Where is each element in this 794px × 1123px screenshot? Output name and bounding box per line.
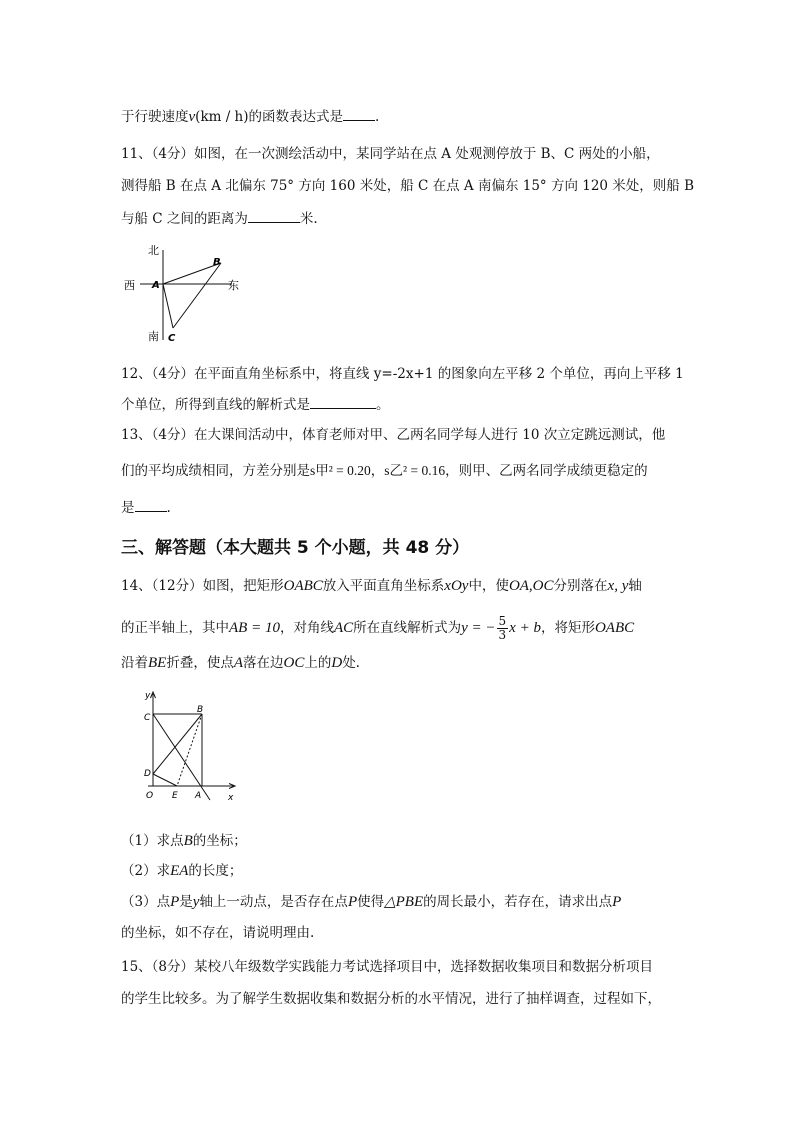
q14-part3: （3）点P是y轴上一动点，是否存在点P使得△PBE的周长最小，若存在，请求出点P: [121, 894, 622, 910]
q14-line3: 沿着BE折叠，使点A落在边OC上的D处.: [121, 655, 360, 671]
point-D: D: [144, 769, 151, 779]
point-C: C: [168, 333, 176, 344]
label-east: 东: [228, 279, 239, 292]
q13-line1: 13、（4分）在大课间活动中，体育老师对甲、乙两名同学每人进行 10 次立定跳远测试，他: [121, 427, 666, 443]
q11-figure: [120, 240, 250, 346]
label-west: 西: [124, 279, 135, 292]
section-heading: 三、解答题（本大题共 5 个小题，共 48 分）: [121, 538, 470, 558]
q14-line1: 14、（12分）如图，把矩形OABC放入平面直角坐标系xOy中，使OA,OC分别落在x, y轴: [121, 578, 642, 594]
fraction: $\frac{5}{3}$: [498, 614, 507, 642]
axis-x: x: [228, 793, 234, 803]
answer-blank: [248, 208, 300, 223]
axis-y: y: [145, 691, 151, 701]
q12-line1: 12、（4分）在平面直角坐标系中，将直线 y=-2x+1 的图象向左平移 2 个单位，再向上平移 1: [121, 366, 684, 382]
question-10-tail: 于行驶速度v(km / h)的函数表达式是 .: [121, 106, 684, 127]
q14-part2: （2）求EA的长度；: [121, 863, 243, 879]
q15-line1: 15、（8分）某校八年级数学实践能力考试选择项目中，选择数据收集项目和数据分析项目: [121, 959, 654, 975]
q11-line3: 与船 C 之间的距离为 米.: [121, 208, 684, 229]
label-south: 南: [148, 330, 159, 343]
q14-part1: （1）求点B的坐标；: [121, 833, 247, 849]
q14-figure: [140, 688, 240, 806]
point-O: O: [146, 791, 154, 801]
point-C: C: [144, 713, 151, 723]
q14-part3-cont: 的坐标，如不存在，请说明理由.: [121, 925, 315, 941]
q14-line2: 的正半轴上，其中AB = 10，对角线AC所在直线解析式为y = − $\frac{5}{3}$ x + b，将矩形OABC: [121, 614, 635, 642]
answer-blank: [135, 497, 167, 512]
point-B: B: [197, 705, 204, 715]
answer-blank: [310, 394, 376, 409]
point-A: A: [195, 791, 202, 801]
q13-line3: 是 .: [121, 497, 684, 518]
q15-line2: 的学生比较多。为了解学生数据收集和数据分析的水平情况，进行了抽样调查，过程如下，: [121, 991, 661, 1007]
q13-line2: 们的平均成绩相同，方差分别是s甲² = 0.20，s乙² = 0.16，则甲、乙两名同学成绩更稳定的: [121, 463, 648, 479]
point-E: E: [172, 791, 178, 801]
point-A: A: [152, 280, 160, 291]
answer-blank: [343, 106, 375, 121]
q12-line2: 个单位，所得到直线的解析式是 。: [121, 394, 684, 415]
q11-line2: 测得船 B 在点 A 北偏东 75° 方向 160 米处，船 C 在点 A 南偏东 15° 方向 120 米处，则船 B: [121, 178, 695, 194]
point-B: B: [213, 257, 221, 268]
label-north: 北: [148, 244, 159, 257]
q11-line1: 11、（4分）如图，在一次测绘活动中，某同学站在点 A 处观测停放于 B、C 两处的小船，: [121, 146, 660, 162]
